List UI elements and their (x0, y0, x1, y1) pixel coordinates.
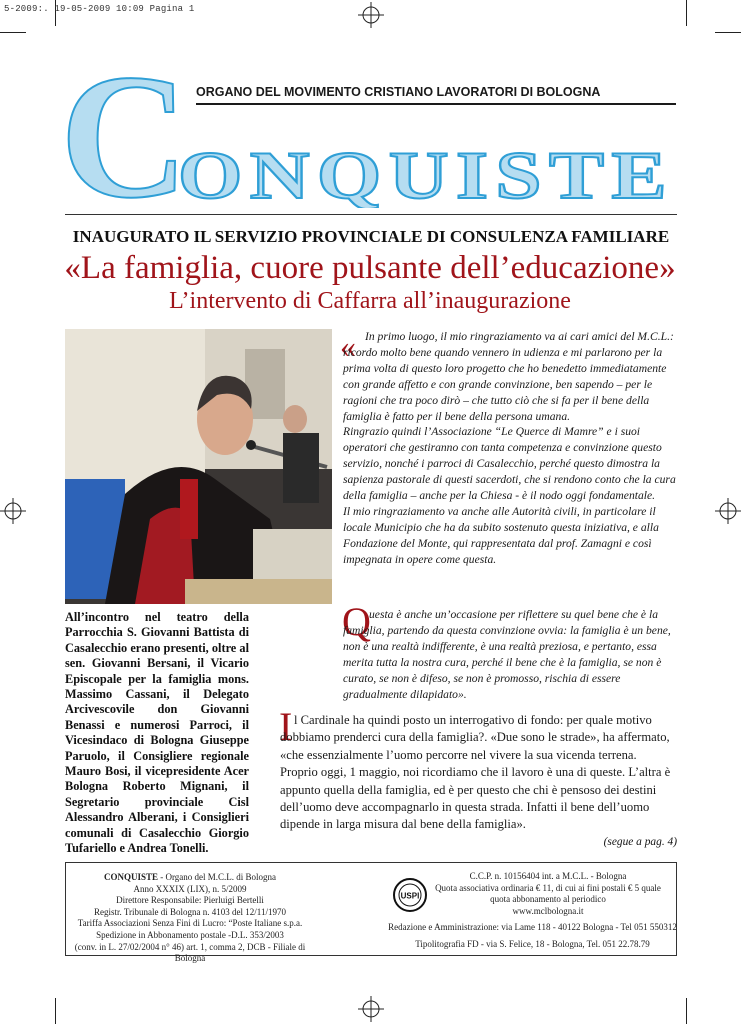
logo-wordmark: ONQUISTE (178, 137, 674, 208)
crop-mark (686, 0, 687, 26)
quote-paragraph: In primo luogo, il mio ringraziamento va ai cari amici del M.C.L.: ricordo molto bene quando vennero in udienza e mi parlarono per la prima volta di questo loro progetto che ho benedetto immediatamente con grande affetto e con grande convinzione, ben sapendo – per le ragioni che tra poco dirò – che tutto ciò che si fa per il bene della famiglia è fatto per il bene della persona umana. (343, 330, 674, 423)
colophon-line: C.C.P. n. 10156404 int. a M.C.L. - Bologna (469, 871, 627, 881)
colophon-title-line (70, 872, 310, 884)
registration-mark-icon (0, 498, 26, 524)
colophon-line: Direttore Responsabile: Pierluigi Bertelli (116, 895, 264, 906)
colophon-line: Spedizione in Abbonamento postale -D.L. 353/2003 (96, 929, 284, 940)
colophon-redazione: Redazione e Amministrazione: via Lame 118 - 40122 Bologna - Tel 051 550312 (388, 922, 677, 932)
intro-quote (343, 329, 677, 568)
drop-cap-q: Q (342, 599, 371, 644)
crop-mark (686, 998, 687, 1024)
article-headline: «La famiglia, cuore pulsante dell’educazione» (64, 250, 676, 286)
registration-mark-icon (358, 996, 384, 1022)
organ-tagline: ORGANO DEL MOVIMENTO CRISTIANO LAVORATORI DI BOLOGNA (196, 85, 601, 99)
colophon-line: Quota associativa ordinaria € 11, di cui ai fini postali € 5 quale (435, 882, 661, 893)
crop-mark (715, 32, 741, 33)
colophon-tipografia: Tipolitografia FD - via S. Felice, 18 - Bologna, Tel. 051 22.78.79 (415, 939, 650, 949)
colophon-line: quota abbonamento al periodico (490, 894, 606, 905)
registration-mark-icon (715, 498, 741, 524)
continued-note: (segue a pag. 4) (603, 836, 677, 848)
quote-continuation (343, 607, 677, 702)
colophon-left (70, 872, 310, 965)
headline-rule (65, 214, 677, 215)
cardinal-question-paragraph (279, 704, 677, 834)
logo-initial: C (60, 68, 189, 208)
colophon-title-rest: - Organo del M.C.L. di Bologna (157, 872, 277, 882)
quote-paragraph: Ringrazio quindi l’Associazione “Le Querce di Mamre” e i suoi operatori che gestiranno con tanta competenza e convinzione questo servizio, nonché i parroci di Casalecchio, perché questo dimostra la sapienza pastorale di questi sacerdoti, che si rendono conto che la cura della famiglia – anche per la Chiesa - è il nodo oggi fondamentale. (343, 425, 676, 503)
quote-paragraph: Il mio ringraziamento va anche alle Autorità civili, in particolare il locale Municipio che ha da subito sostenuto questa iniziativa, e alla Fondazione del Monte, qui rappresentata dal prof. Zamagni e così impegnata in opere come questa. (343, 504, 659, 566)
opening-quote-mark: « (340, 328, 356, 364)
colophon-right (420, 871, 676, 917)
seal-lettering: USPI (400, 891, 420, 901)
colophon-line: Registr. Tribunale di Bologna n. 4103 del 12/11/1970 (94, 906, 286, 917)
conquiste-logo (60, 68, 680, 208)
body-paragraph: l Cardinale ha quindi posto un interrogativo di fondo: per quale motivo dobbiamo prenderci cura della famiglia?. «Due sono le strade», ha affermato, «che essenzialmente l’uomo percorre nel vivere la sua vicenda terrena. Proprio oggi, 1 maggio, noi ricordiamo che il lavoro è una di queste. L’altra è appunto quella della famiglia, ed è per questo che chi è pensoso dei destini dell’uomo deve accompagnarlo in questa strada. Infatti il bene dell’uomo dipende in larga misura dal bene della famiglia». (280, 713, 671, 832)
colophon-line: Tariffa Associazioni Senza Fini di Lucro: “Poste Italiane s.p.a. (77, 918, 303, 929)
crop-mark (0, 32, 26, 33)
colophon-line: (conv. in L. 27/02/2004 n° 46) art. 1, comma 2, DCB - Filiale di Bologna (74, 941, 306, 964)
attendees-column: All’incontro nel teatro della Parrocchia S. Giovanni Battista di Casalecchio erano presenti, oltre al sen. Giovanni Bersani, il Vicario Episcopale per la famiglia mons. Massimo Cassani, il Delegato Arcivescovile don Giovanni Benassi e numerosi Parroci, il Vicesindaco di Bologna Giuseppe Paruolo, il Consigliere regionale Mauro Bosi, il vicepresidente Acer Bologna Roberto Mignani, il Segretario provinciale Cisl Alessandro Alberani, i Consiglieri comunali di Casalecchio Giorgio Tufariello e Andrea Tonelli. (65, 610, 249, 856)
article-kicker: INAUGURATO IL SERVIZIO PROVINCIALE DI CONSULENZA FAMILIARE (72, 227, 670, 246)
article-subhead: L’intervento di Caffarra all’inaugurazione (169, 288, 571, 314)
drop-cap-i: I (279, 704, 293, 749)
photo-cardinal-speaking (65, 329, 332, 604)
colophon-line: Anno XXXIX (LIX), n. 5/2009 (133, 883, 247, 894)
colophon-website[interactable]: www.mclbologna.it (512, 905, 584, 916)
registration-mark-icon (358, 2, 384, 28)
crop-mark (55, 998, 56, 1024)
colophon-title: CONQUISTE (103, 872, 158, 882)
print-slug: 5-2009:. 19-05-2009 10:09 Pagina 1 (4, 4, 195, 14)
quote-paragraph: uesta è anche un’occasione per riflettere su quel bene che è la famiglia, partendo da questa convinzione ovvia: la famiglia è un bene, non è una realtà indifferente, è una realtà preziosa, e pertanto, essa merita tutta la nostra cura, perché il bene che è la famiglia, se non è curato, se non è difeso, se non è promosso, rischia di essere gradualmente dilapidato». (343, 608, 671, 701)
